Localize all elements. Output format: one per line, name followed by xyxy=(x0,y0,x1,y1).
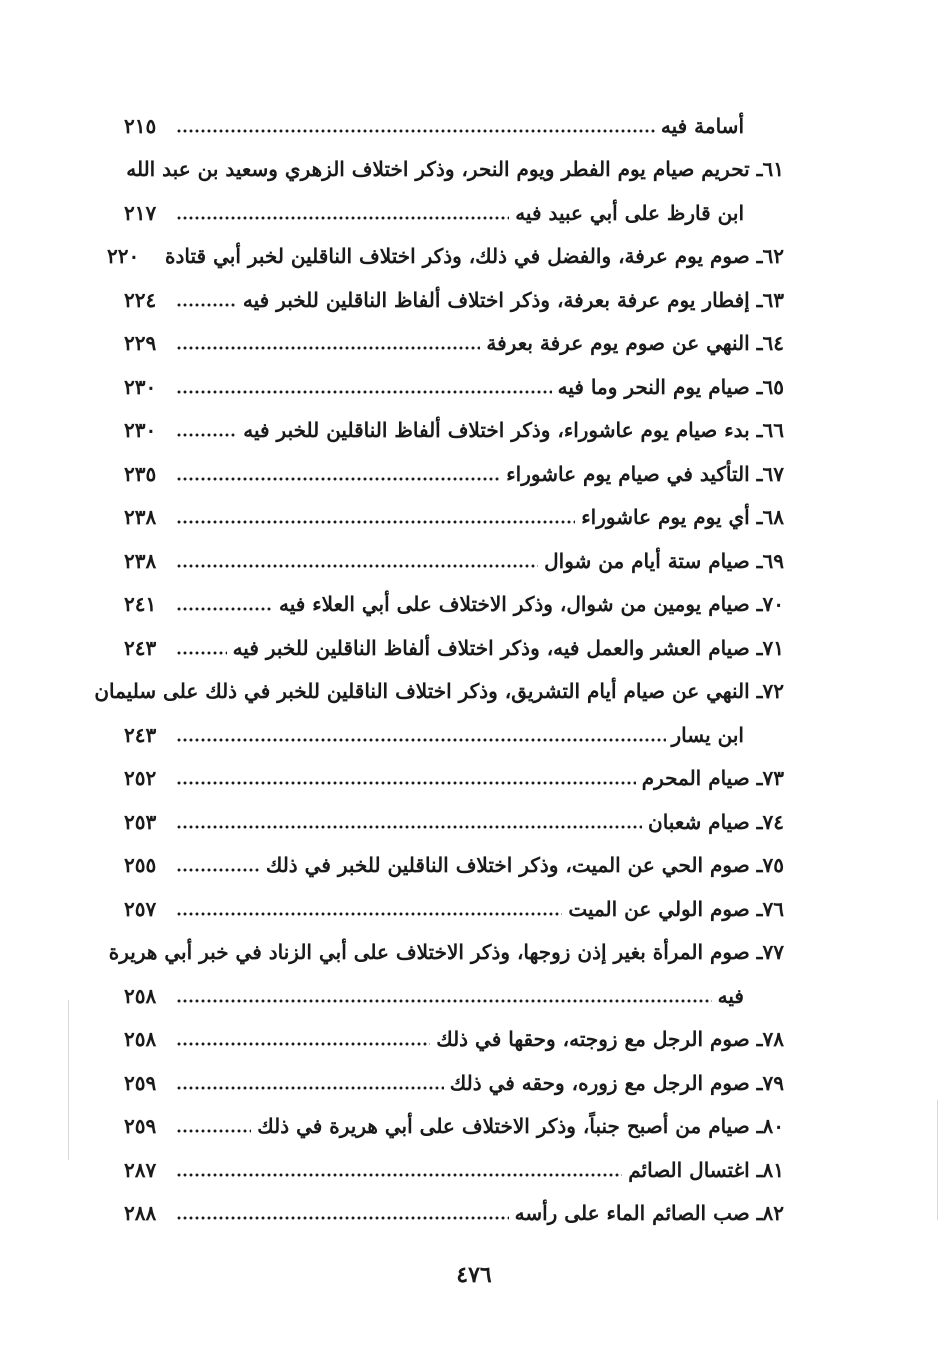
toc-entry-title: ٦١ـ تحريم صيام يوم الفطر ويوم النحر، وذكر اختلاف الزهري وسعيد بن عبد الله xyxy=(126,157,784,182)
toc-entry-title: ٨١ـ اغتسال الصائم xyxy=(628,1157,784,1182)
toc-entry xyxy=(124,626,784,670)
toc-entry-title: ٦٥ـ صيام يوم النحر وما فيه xyxy=(557,374,784,399)
dot-leader xyxy=(176,390,552,394)
toc-entry-title: ٧٠ـ صيام يومين من شوال، وذكر الاختلاف على أبي العلاء فيه xyxy=(278,592,784,617)
toc-entry-title: ٦٤ـ النهي عن صوم يوم عرفة بعرفة xyxy=(486,331,784,356)
dot-leader xyxy=(176,1086,444,1090)
toc-page-number: ٢٥٨ xyxy=(124,983,157,1008)
toc-entry xyxy=(124,1148,784,1192)
dot-leader xyxy=(176,825,642,829)
toc-entry xyxy=(124,583,784,627)
dot-leader xyxy=(176,1042,430,1046)
dot-leader xyxy=(176,868,260,872)
toc-entry-title: ٦٦ـ بدء صيام يوم عاشوراء، وذكر اختلاف ألفاظ الناقلين للخبر فيه xyxy=(243,418,784,443)
toc-entry xyxy=(124,1105,784,1149)
toc-entry-title: ٧٧ـ صوم المرأة بغير إذن زوجها، وذكر الاختلاف على أبي الزناد في خبر أبي هريرة xyxy=(108,940,784,965)
dot-leader xyxy=(176,607,273,611)
toc-entry xyxy=(94,670,784,714)
toc-page-number: ٢٣٨ xyxy=(124,505,157,530)
toc-entry-title: ٧٩ـ صوم الرجل مع زوره، وحقه في ذلك xyxy=(449,1070,784,1095)
toc-page-number: ٢٥٣ xyxy=(124,809,157,834)
dot-leader xyxy=(176,520,575,524)
toc-entry xyxy=(124,1018,784,1062)
toc-page-number: ٢٥٧ xyxy=(124,896,157,921)
scan-margin-line xyxy=(937,1100,938,1220)
toc-entry xyxy=(124,1061,784,1105)
toc-entry-title: أسامة فيه xyxy=(660,113,744,138)
toc-entry xyxy=(124,148,784,192)
dot-leader xyxy=(176,1173,622,1177)
dot-leader xyxy=(176,738,666,742)
toc-page-number: ٢٤١ xyxy=(124,592,157,617)
table-of-contents xyxy=(94,104,784,1235)
toc-entry-title: ٧٦ـ صوم الولي عن الميت xyxy=(568,896,784,921)
toc-entry-title: ٨٠ـ صيام من أصبح جنباً، وذكر الاختلاف على أبي هريرة في ذلك xyxy=(257,1114,784,1139)
toc-entry xyxy=(124,800,784,844)
toc-entry xyxy=(124,365,784,409)
dot-leader xyxy=(176,303,237,307)
toc-entry-title: ٧٢ـ النهي عن صيام أيام التشريق، وذكر اختلاف الناقلين للخبر في ذلك على سليمان xyxy=(94,679,784,704)
dot-leader xyxy=(176,999,712,1003)
toc-entry-title: فيه xyxy=(717,983,744,1008)
dot-leader xyxy=(176,216,509,220)
toc-page-number: ٢٤٣ xyxy=(124,722,157,747)
dot-leader xyxy=(176,129,655,133)
dot-leader xyxy=(176,477,500,481)
dot-leader xyxy=(176,433,237,437)
toc-page-number: ٢٨٧ xyxy=(124,1157,157,1182)
toc-page-number: ٢٣٠ xyxy=(124,418,157,443)
dot-leader xyxy=(176,1216,509,1220)
toc-entry xyxy=(124,1192,784,1236)
toc-entry xyxy=(124,539,784,583)
toc-entry xyxy=(108,931,784,975)
toc-entry xyxy=(124,887,784,931)
dot-leader xyxy=(176,1129,251,1133)
toc-page-number: ٢٥٢ xyxy=(124,766,157,791)
toc-entry xyxy=(124,844,784,888)
toc-entry xyxy=(124,974,784,1018)
toc-entry xyxy=(124,757,784,801)
toc-page-number: ٢٢٤ xyxy=(124,287,157,312)
toc-page-number: ٢٤٣ xyxy=(124,635,157,660)
toc-page-number: ٢٥٨ xyxy=(124,1027,157,1052)
toc-entry-title: ٦٣ـ إفطار يوم عرفة بعرفة، وذكر اختلاف ألفاظ الناقلين للخبر فيه xyxy=(242,287,784,312)
toc-entry xyxy=(124,191,784,235)
toc-entry-title: ابن يسار xyxy=(671,722,744,747)
toc-page-number: ٢٥٥ xyxy=(124,853,157,878)
toc-page-number: ٢٥٩ xyxy=(124,1070,157,1095)
toc-entry-title: ٦٩ـ صيام ستة أيام من شوال xyxy=(544,548,784,573)
dot-leader xyxy=(176,651,227,655)
toc-entry xyxy=(124,278,784,322)
toc-entry-title: ٦٢ـ صوم يوم عرفة، والفضل في ذلك، وذكر اختلاف الناقلين لخبر أبي قتادة xyxy=(165,244,784,269)
scan-margin-line-left xyxy=(68,1000,69,1160)
toc-entry xyxy=(107,235,784,279)
toc-entry xyxy=(124,452,784,496)
toc-entry xyxy=(124,713,784,757)
toc-page-number: ٢٣٨ xyxy=(124,548,157,573)
dot-leader xyxy=(176,781,636,785)
toc-entry xyxy=(124,409,784,453)
dot-leader xyxy=(176,564,538,568)
toc-page-number: ٢١٥ xyxy=(124,113,157,138)
toc-page-number: ٢٥٩ xyxy=(124,1114,157,1139)
toc-entry-title: ٧٥ـ صوم الحي عن الميت، وذكر اختلاف الناقلين للخبر في ذلك xyxy=(265,853,784,878)
toc-entry-title: ابن قارظ على أبي عبيد فيه xyxy=(515,200,744,225)
toc-page-number: ٢٣٥ xyxy=(124,461,157,486)
toc-entry-title: ٨٢ـ صب الصائم الماء على رأسه xyxy=(514,1201,784,1226)
toc-entry xyxy=(124,496,784,540)
toc-entry-title: ٧١ـ صيام العشر والعمل فيه، وذكر اختلاف ألفاظ الناقلين للخبر فيه xyxy=(232,635,784,660)
page-number: ٤٧٦ xyxy=(456,1262,492,1288)
toc-page-number: ٢٨٨ xyxy=(124,1201,157,1226)
toc-page-number: ٢٢٩ xyxy=(124,331,157,356)
dot-leader xyxy=(176,346,480,350)
toc-entry-title: ٧٨ـ صوم الرجل مع زوجته، وحقها في ذلك xyxy=(436,1027,784,1052)
toc-page-number: ٢١٧ xyxy=(124,200,157,225)
toc-entry-title: ٧٣ـ صيام المحرم xyxy=(641,766,784,791)
dot-leader xyxy=(176,912,562,916)
toc-entry-title: ٦٧ـ التأكيد في صيام يوم عاشوراء xyxy=(506,461,784,486)
toc-page-number: ٢٣٠ xyxy=(124,374,157,399)
toc-entry-title: ٦٨ـ أي يوم يوم عاشوراء xyxy=(581,505,784,530)
toc-entry xyxy=(124,322,784,366)
toc-page-number: ٢٢٠ xyxy=(107,244,140,269)
toc-entry xyxy=(124,104,784,148)
toc-entry-title: ٧٤ـ صيام شعبان xyxy=(648,809,784,834)
